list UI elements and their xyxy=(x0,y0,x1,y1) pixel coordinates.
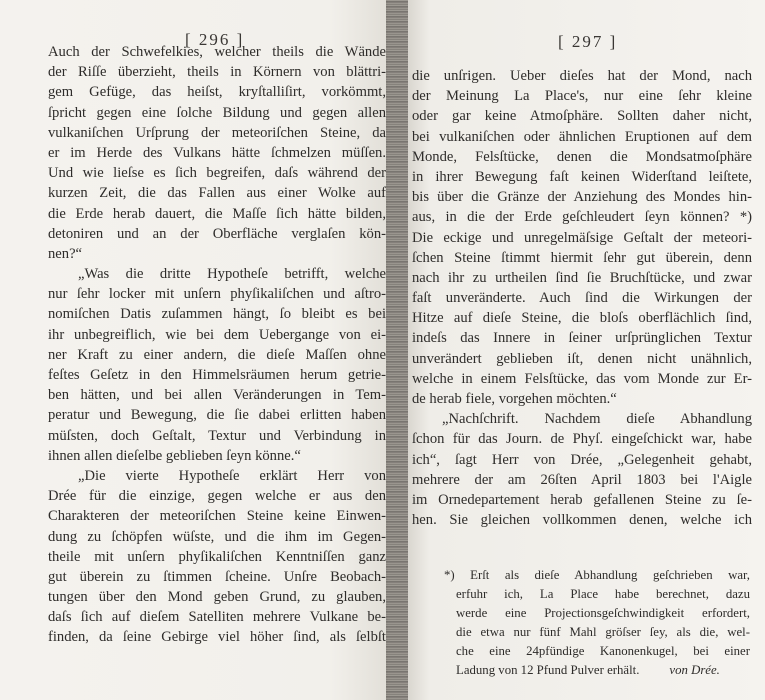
footnote-line xyxy=(444,566,750,585)
text-line: ner Kraft zu einer andern, die dieſe Maſſen ohne xyxy=(48,346,386,363)
text-line: die Erde herab dauert, die Maſſe ſich hätte bilden, xyxy=(48,205,386,222)
text-line: ich“, ſagt Herr von Drée, „Gelegenheit gehabt, xyxy=(412,451,752,468)
footnote-line xyxy=(444,661,750,680)
text-line: nomiſchen Datis zuſammen hängt, ſo bleibt es bei xyxy=(48,306,386,323)
text-line: peratur und Bewegung, die ſie dabei erlitten haben xyxy=(48,407,386,424)
left-page-text xyxy=(48,42,386,648)
text-line: vulkaniſchen Urſprung der meteoriſchen Steine, da xyxy=(48,124,386,141)
text-line: „Was die dritte Hypotheſe betrifft, welche xyxy=(78,266,386,283)
text-line: er im Herde des Vulkans hätte ſchmelzen müſſen. xyxy=(48,144,386,161)
text-line: ihr unbegreiflich, wie bei dem Uebergange von ei- xyxy=(48,326,386,343)
text-line: unverändert geblieben iſt, denen nicht unähnlich, xyxy=(412,350,752,367)
text-line: ben hätten, und bei allen Veränderungen in Tem- xyxy=(48,387,386,404)
text-line: nach ihr zu urtheilen ſind ſie Bruchſtücke, und zwar xyxy=(412,269,752,286)
text-line: ſchon für das Journ. de Phyſ. eingeſchickt war, habe xyxy=(412,431,752,448)
text-line: nur ſehr locker mit unſern phyſikaliſchen und aſtro- xyxy=(48,286,386,303)
text-line: indeſs das Innere in ſeiner urſprünglichen Textur xyxy=(412,330,752,347)
text-line: Drée für die einzige, gegen welche er aus den xyxy=(48,488,386,505)
footnote-signature: von Drée. xyxy=(669,663,720,677)
footnote-text: che eine 24pfündige Kanonenkugel, bei einer xyxy=(456,644,750,658)
text-line: daſs ſich auf dieſem Satelliten mehrere Vulkane be- xyxy=(48,609,386,626)
text-line: detoniren und an der Oberfläche verglaſen kön- xyxy=(48,225,386,242)
footnote-line xyxy=(444,642,750,661)
text-line: in ihrer Bewegung faſt keinen Widerſtand leiſtete, xyxy=(412,168,752,185)
footnote-line xyxy=(444,604,750,623)
text-line: die unſrigen. Ueber dieſes hat der Mond, nach xyxy=(412,68,752,84)
text-line: bis über die Gränze der Anziehung des Mondes hin- xyxy=(412,189,752,206)
page-number: [ 296 ] xyxy=(185,30,245,49)
text-line: theile mit unſern phyſikaliſchen Kenntniſſen ganz xyxy=(48,548,386,565)
text-line: oder gar keine Atmoſphäre. Sollten daher nicht, xyxy=(412,108,752,125)
page-number: [ 297 ] xyxy=(558,32,618,51)
text-line: der Riſſe überzieht, theils in Körnern von blättri- xyxy=(48,64,386,81)
footnote-line xyxy=(444,585,750,604)
text-line: gem Gefüge, das heiſst, kryſtalliſirt, vorkömmt, xyxy=(48,84,386,101)
text-line: Monde, Felsſtücke, denen die Mondsatmoſphäre xyxy=(412,148,752,165)
text-line: Die eckige und unregelmäſsige Geſtalt der meteori- xyxy=(412,229,752,246)
text-line: ſpricht gegen eine ſolche Bildung und gegen allen xyxy=(48,104,386,121)
footnote-text: die etwa nur fünf Mahl gröſser ſey, als die, wel- xyxy=(456,625,750,639)
footnote-text: *) Erſt als dieſe Abhandlung geſchrieben war, xyxy=(444,568,750,582)
text-line: „Die vierte Hypotheſe erklärt Herr von xyxy=(78,467,386,484)
footnote-text: erfuhr ich, La Place habe berechnet, dazu xyxy=(456,587,750,601)
text-line: Charakteren der meteoriſchen Steine keine Einwen- xyxy=(48,508,386,525)
text-line: kurzen Zeit, die das Fallen aus einer Wolke auf xyxy=(48,185,386,202)
text-line: aus, in die der Erde geſchleudert ſeyn können? *) xyxy=(412,209,752,226)
text-line: feſtes Geſetz in den Himmelsräumen herum getrie- xyxy=(48,367,386,383)
text-line: tungen über den Mond geben Grund, zu glauben, xyxy=(48,589,386,606)
text-line: hen. Sie gleichen vollkommen denen, welche ich xyxy=(412,512,752,529)
text-line: Und wie lieſse es ſich begreifen, daſs während der xyxy=(48,165,386,182)
text-line: bei vulkaniſchen oder ähnlichen Eruptionen auf dem xyxy=(412,128,752,145)
text-line: ihnen allen dieſelbe geblieben ſeyn könne.“ xyxy=(48,447,301,464)
footnote-text: Ladung von 12 Pfund Pulver erhält. xyxy=(456,663,640,677)
right-page xyxy=(408,0,765,700)
text-line: faſt unveränderte. Auch ſind die Wirkungen der xyxy=(412,290,752,307)
text-line: der Meinung La Place's, nur eine ſehr kleine xyxy=(412,88,752,105)
text-line: Hitze auf dieſe Steine, die bloſs oberflächlich ſind, xyxy=(412,310,752,327)
text-line: mehrere der am 26ſten April 1803 bei l'Aigle xyxy=(412,471,752,488)
text-line: Auch der Schwefelkies, welcher theils die Wände xyxy=(48,44,386,60)
text-line: im Ornedepartement herab gefallenen Steine zu ſe- xyxy=(412,491,752,508)
right-page-text xyxy=(412,66,752,530)
book-spine xyxy=(386,0,410,700)
text-line: nen?“ xyxy=(48,245,83,262)
text-line: ſchen Steine ſtimmt hiermit ſehr gut überein, denn xyxy=(412,249,752,266)
text-line: dung zu ſchöpfen wüſste, und die ihm im Gegen- xyxy=(48,528,386,545)
text-line: „Nachſchrift. Nachdem dieſe Abhandlung xyxy=(442,411,752,428)
text-line: finden, da ſeine Gebirge viel höher ſind, als ſelbſt xyxy=(48,629,386,646)
footnote xyxy=(444,566,750,680)
text-line: welche in einem Felsſtücke, das vom Monde zur Er- xyxy=(412,370,752,387)
footnote-text: werde eine Projectionsgeſchwindigkeit erfordert, xyxy=(456,606,750,620)
footnote-line xyxy=(444,623,750,642)
text-line: gut überein zu ſtimmen ſcheine. Unſre Beobach- xyxy=(48,568,386,585)
text-line: müſsten, doch Geſtalt, Textur und Verbindung in xyxy=(48,427,386,444)
text-line: de herab fiele, vorgehen möchten.“ xyxy=(412,391,617,407)
